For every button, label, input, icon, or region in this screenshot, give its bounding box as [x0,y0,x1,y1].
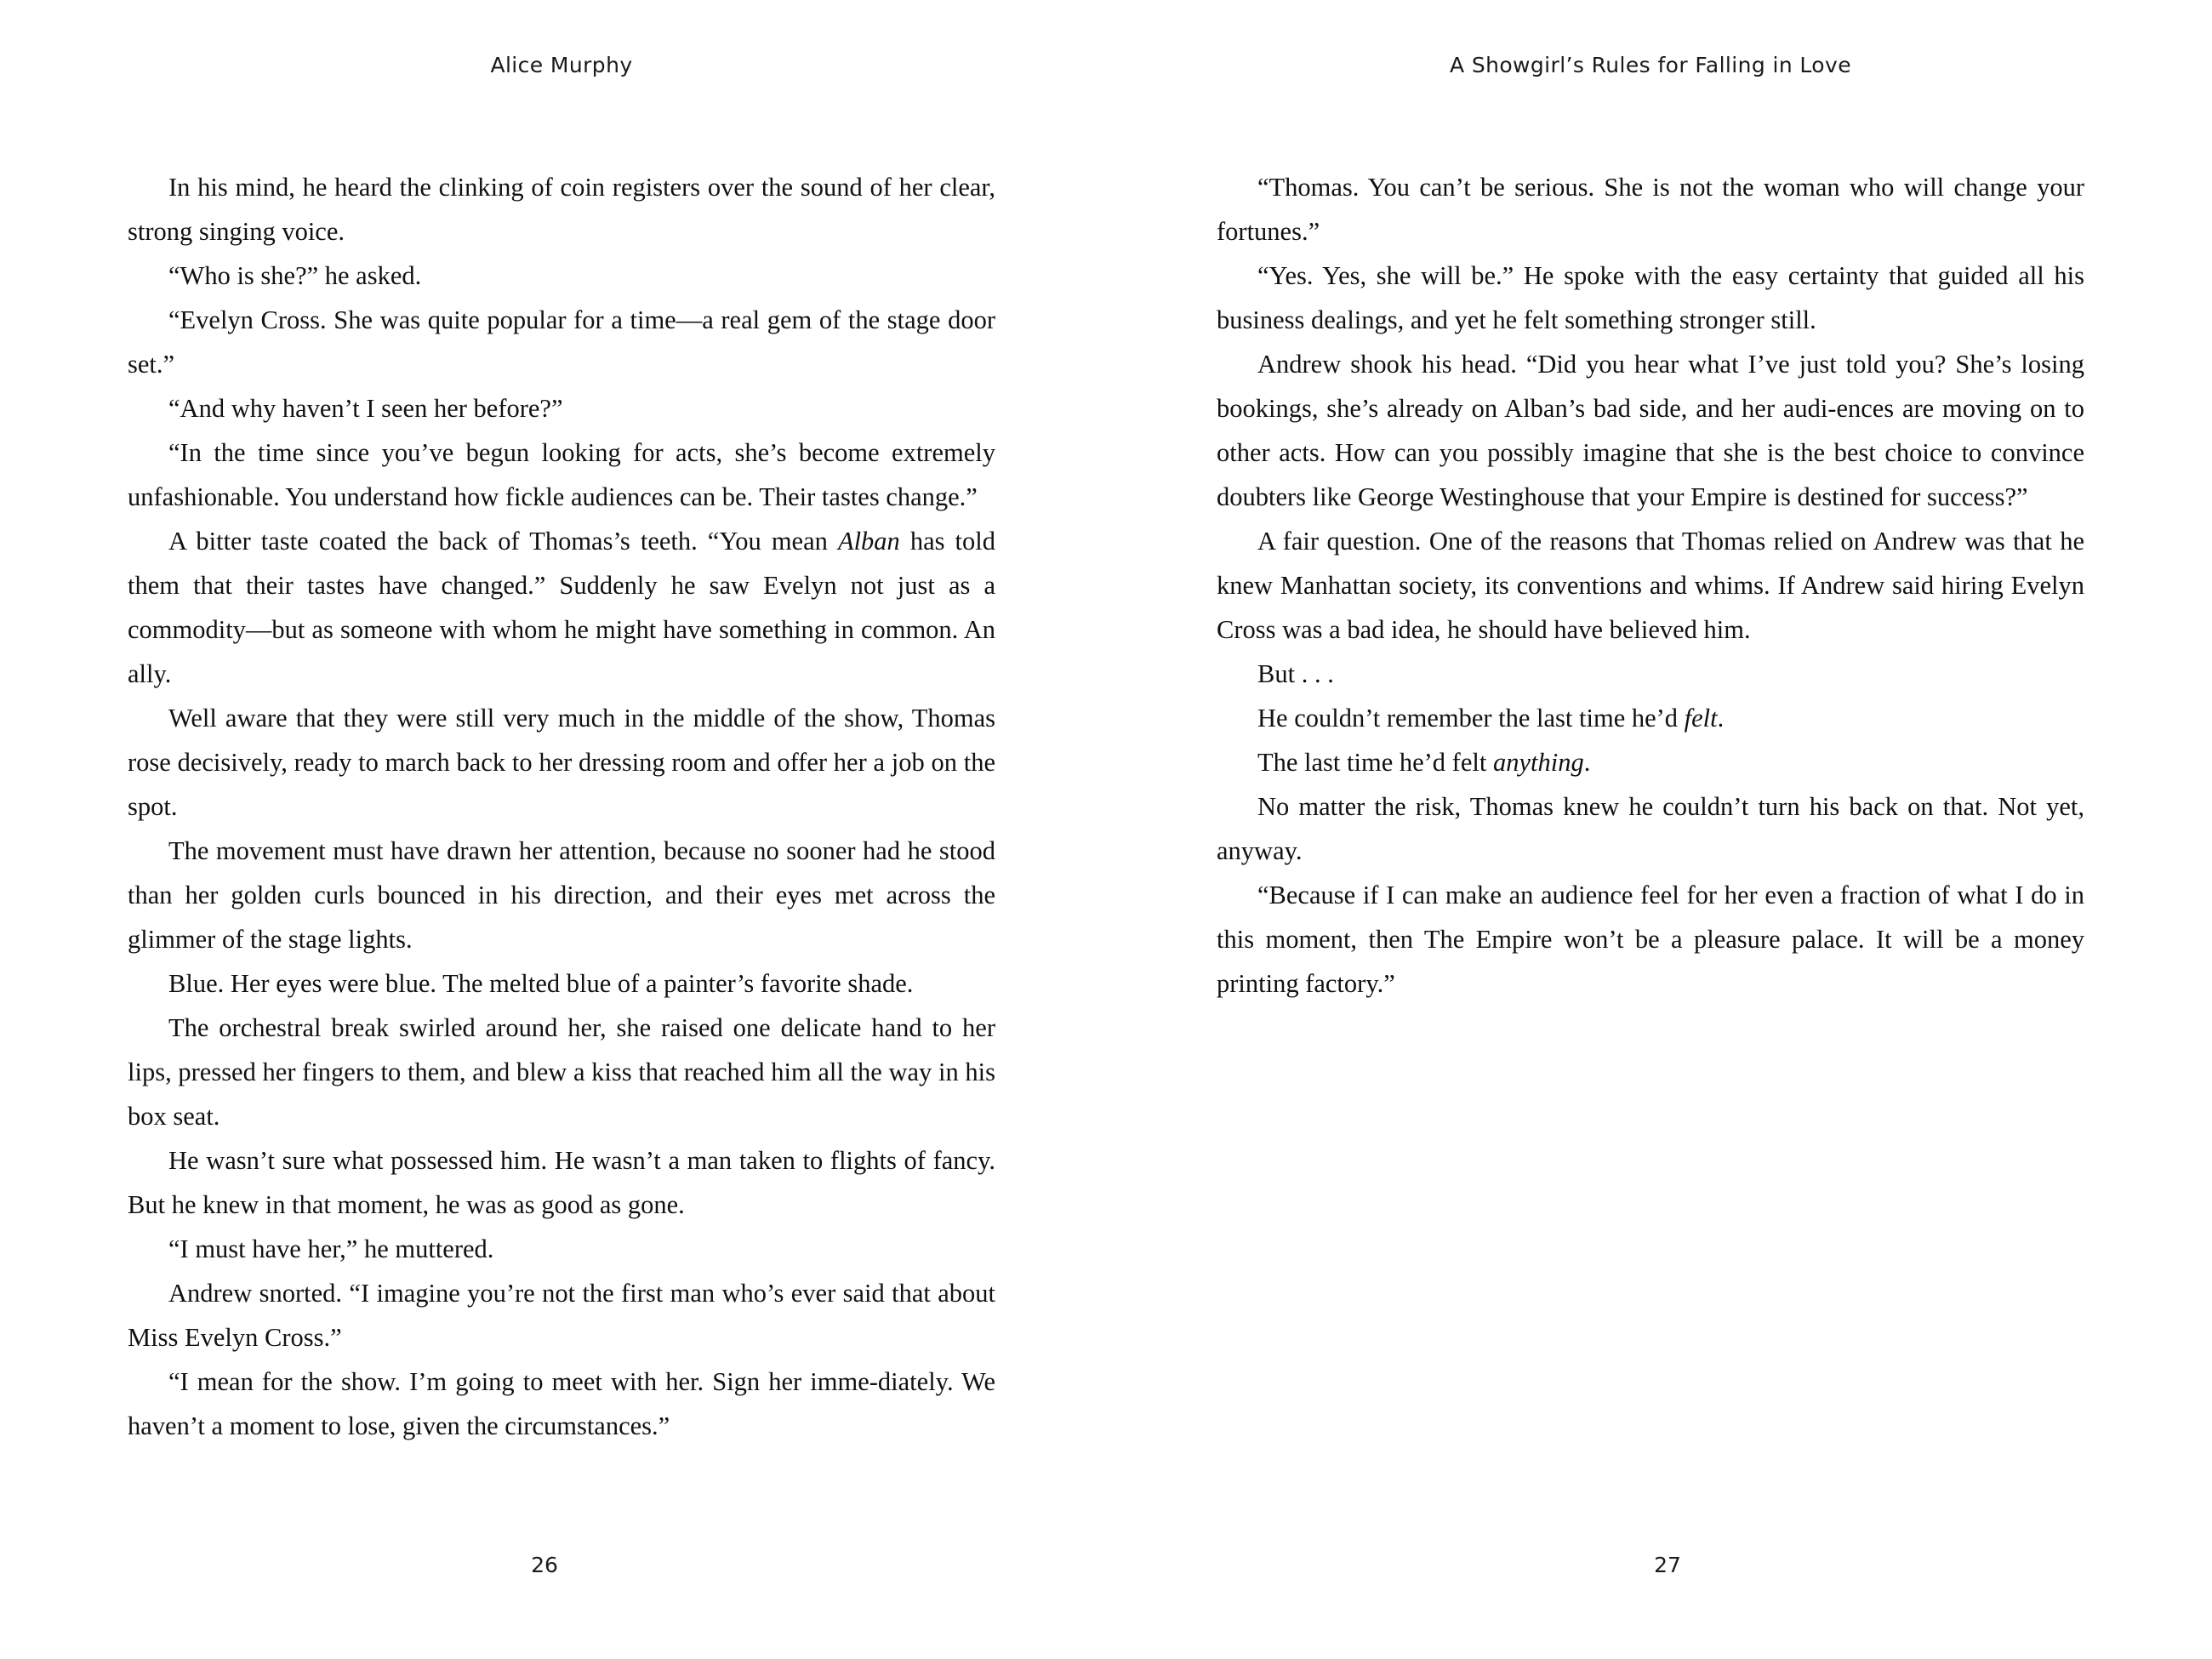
body-text-right [1217,165,2084,1006]
paragraph: The last time he’d felt anything. [1257,748,1591,777]
paragraph: In his mind, he heard the clinking of coin registers over the sound of her clear, strong singing voice. [128,173,995,246]
paragraph: He wasn’t sure what possessed him. He wasn’t a man taken to flights of fancy. But he knew in that moment, he was as good as gone. [128,1146,995,1219]
running-head-title: A Showgirl’s Rules for Falling in Love [1450,53,1851,77]
paragraph: “I must have her,” he muttered. [168,1234,494,1263]
page-number-right: 27 [1654,1553,1681,1577]
paragraph: But . . . [1257,659,1334,688]
paragraph: The orchestral break swirled around her, she raised one delicate hand to her lips, pressed her fingers to them, and blew a kiss that reached him all the way in his box seat. [128,1013,995,1131]
paragraph: “Evelyn Cross. She was quite popular for a time—a real gem of the stage door set.” [128,305,995,379]
paragraph: “Thomas. You can’t be serious. She is not the woman who will change your fortunes.” [1217,173,2084,246]
paragraph: Andrew shook his head. “Did you hear what I’ve just told you? She’s losing bookings, she’s already on Alban’s bad side, and her audi-ences are moving on to other acts. How can you possibly imagine that she is the best choice to convince doubters like George Westinghouse that your Empire is destined for success?” [1217,350,2084,511]
page-right [1106,0,2212,1659]
paragraph: Andrew snorted. “I imagine you’re not the first man who’s ever said that about Miss Evelyn Cross.” [128,1279,995,1352]
paragraph: A bitter taste coated the back of Thomas’s teeth. “You mean Alban has told them that their tastes have changed.” Suddenly he saw Evelyn not just as a commodity—but as someone with whom he might have something in common. An ally. [128,527,995,688]
paragraph: “And why haven’t I seen her before?” [168,394,563,423]
paragraph: Blue. Her eyes were blue. The melted blue of a painter’s favorite shade. [168,969,914,998]
paragraph: “Who is she?” he asked. [168,261,422,290]
paragraph: “Yes. Yes, she will be.” He spoke with the easy certainty that guided all his business dealings, and yet he felt something stronger still. [1217,261,2084,334]
body-text-left [128,165,995,1448]
paragraph: No matter the risk, Thomas knew he couldn’t turn his back on that. Not yet, anyway. [1217,792,2084,865]
running-head-author: Alice Murphy [490,53,633,77]
paragraph: He couldn’t remember the last time he’d felt. [1257,704,1725,733]
paragraph: “Because if I can make an audience feel for her even a fraction of what I do in this moment, then The Empire won’t be a pleasure palace. It will be a money printing factory.” [1217,881,2084,998]
paragraph: Well aware that they were still very much in the middle of the show, Thomas rose decisively, ready to march back to her dressing room and offer her a job on the spot. [128,704,995,821]
page-number-left: 26 [531,1553,558,1577]
paragraph: A fair question. One of the reasons that Thomas relied on Andrew was that he knew Manhattan society, its conventions and whims. If Andrew said hiring Evelyn Cross was a bad idea, he should have believed him. [1217,527,2084,644]
paragraph: The movement must have drawn her attention, because no sooner had he stood than her golden curls bounced in his direction, and their eyes met across the glimmer of the stage lights. [128,836,995,954]
paragraph: “I mean for the show. I’m going to meet with her. Sign her imme-diately. We haven’t a moment to lose, given the circumstances.” [128,1367,995,1440]
paragraph: “In the time since you’ve begun looking for acts, she’s become extremely unfashionable. You understand how fickle audiences can be. Their tastes change.” [128,438,995,511]
